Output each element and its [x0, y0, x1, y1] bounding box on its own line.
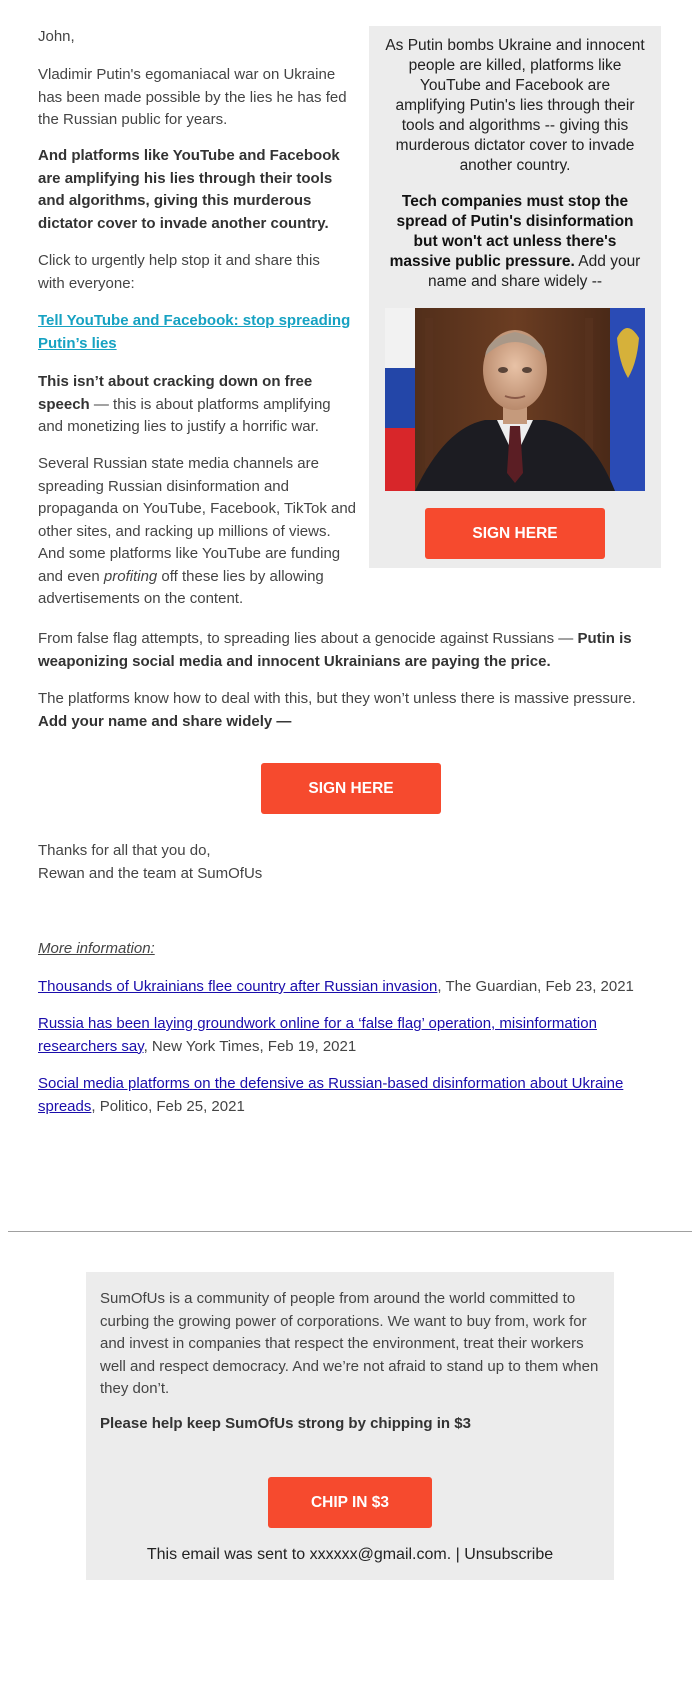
false-flag-text: From false flag attempts, to spreading lies about a genocide against Russians —	[38, 630, 578, 647]
chip-in-button[interactable]: CHIP IN $3	[268, 1477, 432, 1528]
sign-here-button[interactable]: SIGN HERE	[261, 763, 441, 814]
reference-item	[38, 976, 663, 999]
profiting-italic: profiting	[103, 567, 158, 585]
false-flag-bold: Putin is weaponizing social media and innocent Ukrainians are paying the price.	[38, 630, 632, 670]
reference-link-guardian[interactable]: Thousands of Ukrainians flee country after Russian invasion	[38, 978, 438, 995]
sent-prefix: This email was sent to	[146, 1546, 310, 1563]
reference-link-politico[interactable]: Social media platforms on the defensive as Russian-based disinformation about Ukraine spreads	[38, 1075, 624, 1115]
sidebar-panel	[369, 26, 661, 568]
petition-link-paragraph	[38, 310, 358, 355]
sidebar-sign-here-button[interactable]: SIGN HERE	[425, 508, 605, 559]
separator: |	[451, 1546, 465, 1563]
free-speech-paragraph	[38, 371, 358, 439]
intro-paragraph: Vladimir Putin's egomaniacal war on Ukraine has been made possible by the lies he has fed the Russian public for years.	[38, 66, 347, 128]
pressure-paragraph	[38, 688, 663, 733]
footer-divider	[8, 1231, 692, 1232]
free-speech-rest: — this is about platforms amplifying and monetizing lies to justify a horrific war.	[38, 395, 331, 435]
salutation: John,	[38, 28, 75, 45]
unsubscribe-link[interactable]: Unsubscribe	[464, 1546, 554, 1563]
putin-photo	[385, 308, 645, 491]
reference-item	[38, 1073, 648, 1118]
reference-item	[38, 1013, 628, 1058]
footer-sent-line	[86, 1544, 614, 1566]
sidebar-appeal-rest: Add your name and share widely --	[427, 253, 641, 290]
state-media-paragraph	[38, 453, 358, 611]
petition-link[interactable]: Tell YouTube and Facebook: stop spreading Putin’s lies	[38, 312, 351, 352]
reference-source: , Politico, Feb 25, 2021	[91, 1097, 245, 1115]
signature: Rewan and the team at SumOfUs	[38, 865, 263, 882]
false-flag-paragraph	[38, 628, 658, 673]
free-speech-bold: This isn’t about cracking down on free speech	[38, 373, 313, 413]
sidebar-appeal	[384, 192, 646, 292]
footer-about: SumOfUs is a community of people from around the world committed to curbing the growing power of corporations. We want to buy from, work for and invest in companies that respect the environment, treat their workers well and respect democracy. And we’re not afraid to stand up to them when they don’t.	[100, 1290, 599, 1397]
reference-source: , The Guardian, Feb 23, 2021	[437, 978, 634, 995]
reference-link-nyt[interactable]: Russia has been laying groundwork online for a ‘false flag’ operation, misinformation researchers say	[38, 1015, 597, 1055]
reference-source: , New York Times, Feb 19, 2021	[143, 1037, 357, 1055]
call-to-action-text: Click to urgently help stop it and share this with everyone:	[38, 252, 320, 292]
pressure-text: The platforms know how to deal with this, but they won’t unless there is massive pressure.	[38, 690, 636, 707]
footer-appeal: Please help keep SumOfUs strong by chipping in $3	[100, 1415, 471, 1432]
more-info-heading-text: More information:	[38, 940, 155, 957]
state-media-text: Several Russian state media channels are spreading Russian disinformation and propaganda on YouTube, Facebook, TikTok and other sites, and racking up millions of views. And some platforms like YouTube are funding and even	[38, 455, 357, 585]
more-info-heading	[38, 938, 338, 961]
recipient-email: xxxxxx@gmail.com.	[309, 1546, 452, 1563]
putin-portrait-image	[385, 308, 645, 491]
sidebar-appeal-bold: Tech companies must stop the spread of Putin's disinformation but won't act unless there's massive public pressure.	[389, 193, 634, 270]
platforms-paragraph: And platforms like YouTube and Facebook are amplifying his lies through their tools and algorithms, giving this murderous dictator cover to invade another country.	[38, 147, 340, 232]
footer-panel	[86, 1272, 614, 1580]
sidebar-intro: As Putin bombs Ukraine and innocent people are killed, platforms like YouTube and Facebook are amplifying Putin's lies through their tools and algorithms -- giving this murderous dictator cover to invade another country.	[385, 37, 645, 174]
closing-line: Thanks for all that you do,	[38, 842, 211, 859]
state-media-text-end: off these lies by allowing advertisements on the content.	[38, 567, 324, 607]
pressure-bold: Add your name and share widely —	[38, 712, 292, 730]
